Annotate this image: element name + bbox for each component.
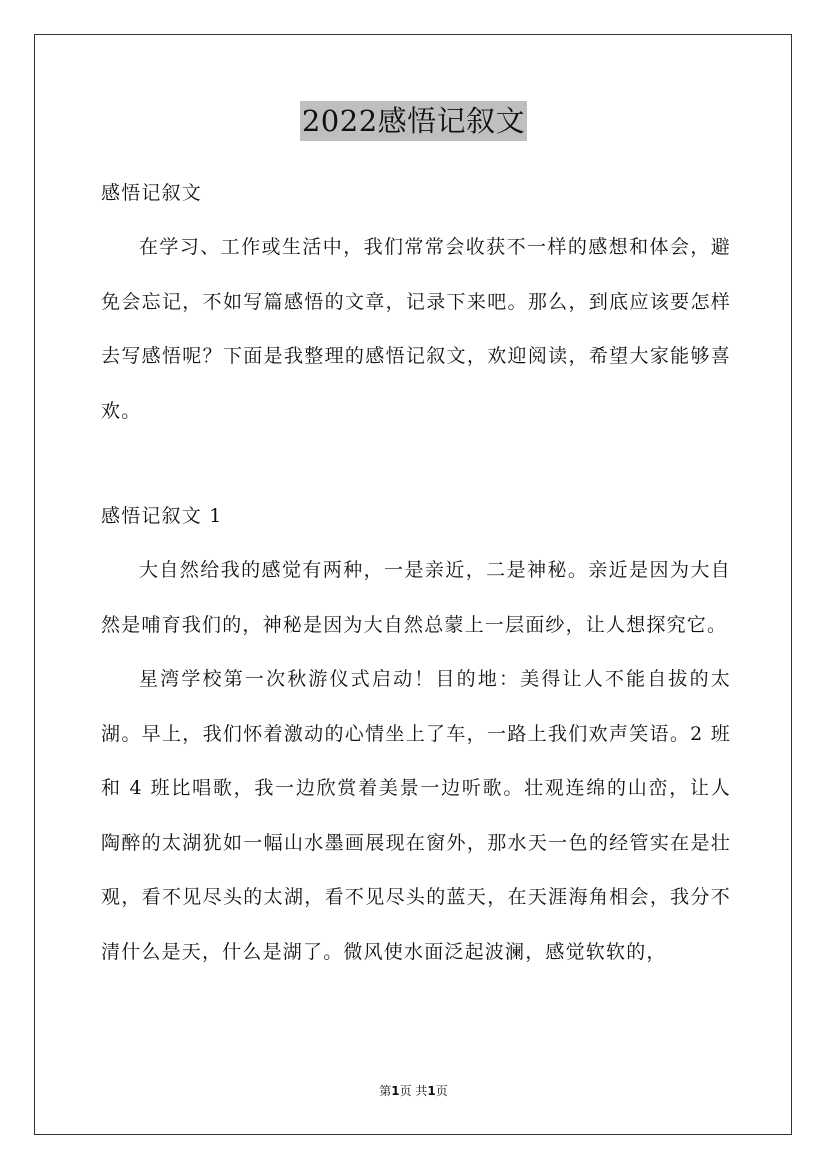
document-title: 2022感悟记叙文 — [300, 101, 527, 141]
footer-page-suffix: 页 — [435, 1084, 448, 1098]
title-container — [0, 101, 827, 141]
footer-page-total: 1 — [427, 1084, 436, 1098]
document-body — [101, 174, 731, 979]
intro-paragraph: 在学习、工作或生活中，我们常常会收获不一样的感想和体会，避免会忘记，不如写篇感悟的文章，记录下来吧。那么，到底应该要怎样去写感悟呢？下面是我整理的感悟记叙文，欢迎阅读，希望大家能够喜欢。 — [101, 236, 731, 422]
footer-page-mid: 页 共 — [399, 1084, 428, 1098]
spacer — [101, 535, 731, 543]
section1-paragraph-1: 大自然给我的感觉有两种，一是亲近，二是神秘。亲近是因为大自然是哺育我们的，神秘是因为大自然总蒙上一层面纱，让人想探究它。 — [101, 559, 731, 636]
footer-page-current: 1 — [391, 1084, 400, 1098]
section1-paragraph-2: 星湾学校第一次秋游仪式启动！目的地：美得让人不能自拔的太湖。早上，我们怀着激动的心情坐上了车，一路上我们欢声笑语。2 班和 4 班比唱歌，我一边欣赏着美景一边听歌。壮观连绵的山峦，让人陶醉的太湖犹如一幅山水墨画展现在窗外，那水天一色的经管实在是壮观，看不见尽头的太湖，看不见尽头的蓝天，在天涯海角相会，我分不清什么是天，什么是湖了。微风使水面泛起波澜，感觉软软的， — [101, 668, 731, 963]
page-footer — [0, 1083, 827, 1099]
spacer — [101, 438, 731, 497]
footer-page-prefix: 第 — [379, 1084, 392, 1098]
section1-heading: 感悟记叙文 1 — [101, 505, 223, 527]
intro-heading: 感悟记叙文 — [101, 182, 203, 204]
spacer — [101, 212, 731, 220]
